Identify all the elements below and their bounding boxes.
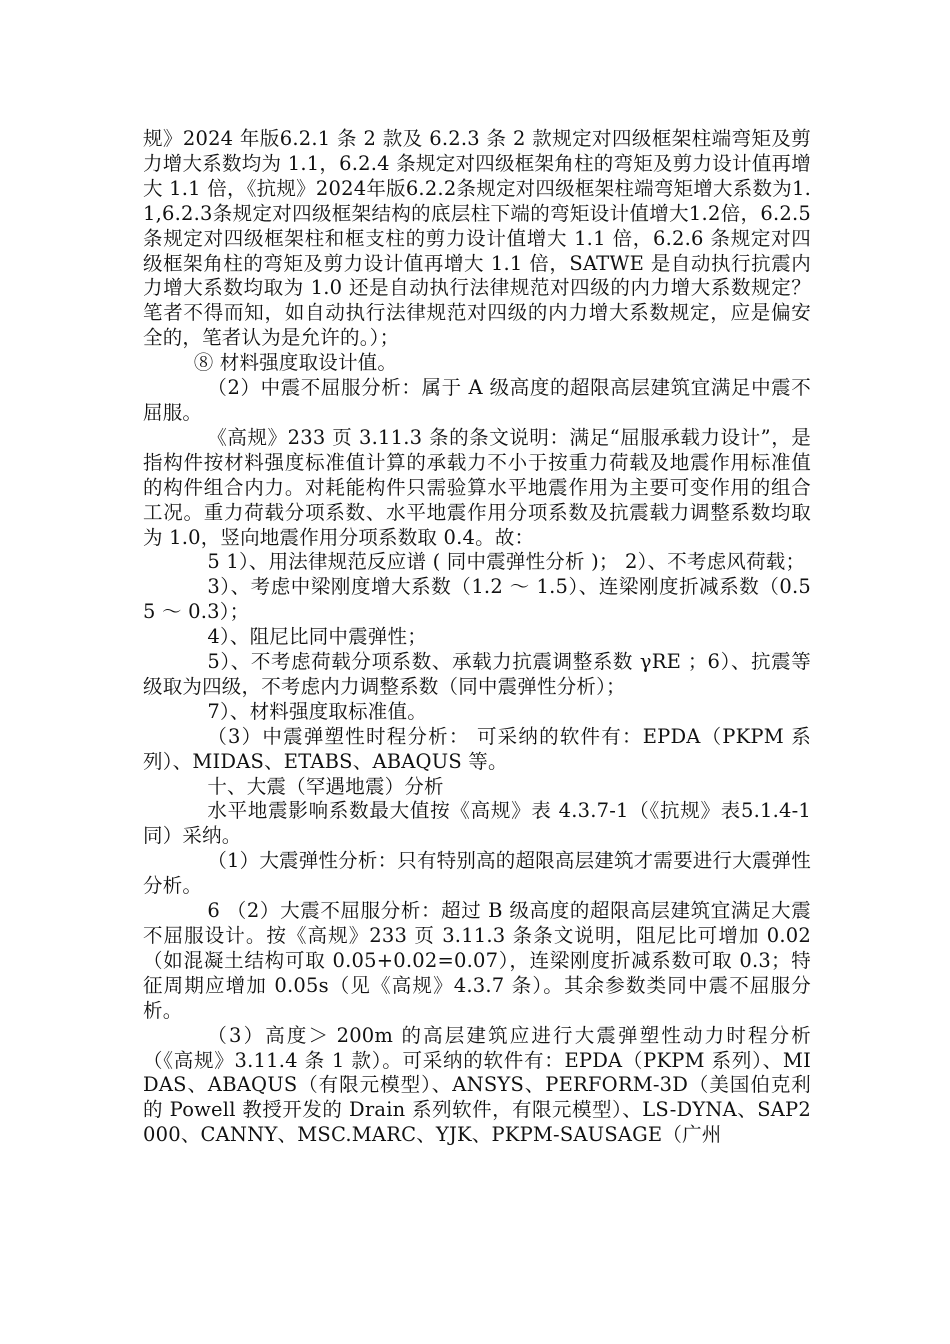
paragraph-item-3: 3）、考虑中梁刚度增大系数（1.2 ～ 1.5）、连梁刚度折减系数（0.55 ～ 0.3）；	[143, 575, 811, 624]
paragraph-moderate-elastoplastic: （3）中震弹塑性时程分析： 可采纳的软件有：EPDA（PKPM 系列）、MIDAS、ETABS、ABAQUS 等。	[143, 724, 811, 773]
paragraph-intensity-continued: 规》2024 年版6.2.1 条 2 款及 6.2.3 条 2 款规定对四级框架柱端弯矩及剪力增大系数均为 1.1，6.2.4 条规定对四级框架角柱的弯矩及剪力设计值再增大 1.1 倍，《抗规》2024年版6.2.2条规定对四级框架柱端弯矩增大系数为1.1,6.2.3条规定对四级框架结构的底层柱下端的弯矩设计值增大1.2倍，6.2.5 条规定对四级框架柱和框支柱的剪力设计值增大 1.1 倍，6.2.6 条规定对四级框架角柱的弯矩及剪力设计值再增大 1.1 倍，SATWE 是自动执行抗震内力增大系数均取为 1.0 还是自动执行法律规范对四级的内力增大系数规定？笔者不得而知，如自动执行法律规范对四级的内力增大系数规定，应是偏安全的，笔者认为是允许的。）；	[143, 127, 811, 350]
paragraph-moderate-no-yield: （2）中震不屈服分析：属于 A 级高度的超限高层建筑宜满足中震不屈服。	[143, 376, 811, 424]
document-body	[143, 127, 811, 1148]
paragraph-item-4: 4）、阻尼比同中震弹性；	[207, 625, 427, 649]
paragraph-material-design: ⑧ 材料强度取设计值。	[193, 351, 398, 375]
paragraph-major-elastic: （1）大震弹性分析：只有特别高的超限高层建筑才需要进行大震弹性分析。	[143, 849, 811, 898]
paragraph-seismic-coefficient: 水平地震影响系数最大值按《高规》表 4.3.7-1（《抗规》表5.1.4-1 同）采纳。	[143, 799, 811, 848]
section-heading-major-earthquake: 十、大震（罕遇地震）分析	[207, 774, 444, 798]
paragraph-item-5-6: 5）、不考虑荷载分项系数、承载力抗震调整系数 γRE ；6）、抗震等级取为四级，不考虑内力调整系数（同中震弹性分析）；	[143, 650, 811, 698]
paragraph-item-1-2: 5 1）、用法律规范反应谱 ( 同中震弹性分析 )； 2）、不考虑风荷载；	[207, 550, 806, 574]
paragraph-code-explanation: 《高规》233 页 3.11.3 条的条文说明：满足“屈服承载力设计”，是指构件按材料强度标准值计算的承载力不小于按重力荷载及地震作用标准值的构件组合内力。对耗能构件只需验算水平地震作用为主要可变作用的组合工况。重力荷载分项系数、水平地震作用分项系数及抗震载力调整系数均取为 1.0，竖向地震作用分项系数取 0.4。故：	[143, 425, 811, 549]
paragraph-major-elastoplastic: （3）高度＞ 200m 的高层建筑应进行大震弹塑性动力时程分析（《高规》3.11.4 条 1 款）。可采纳的软件有：EPDA（PKPM 系列）、MIDAS、ABAQUS（有限元模型）、ANSYS、PERFORM-3D（美国伯克利的 Powell 教授开发的 Drain 系列软件，有限元模型）、LS-DYNA、SAP2000、CANNY、MSC.MARC、YJK、PKPM-SAUSAGE（广州	[143, 1023, 811, 1147]
paragraph-item-7: 7）、材料强度取标准值。	[207, 699, 427, 723]
paragraph-major-no-yield: 6 （2）大震不屈服分析：超过 B 级高度的超限高层建筑宜满足大震不屈服设计。按《高规》233 页 3.11.3 条条文说明，阻尼比可增加 0.02（如混凝土结构可取 0.05+0.02=0.07），连梁刚度折减系数可取 0.3；特征周期应增加 0.05s（见《高规》4.3.7 条）。其余参数类同中震不屈服分析。	[143, 899, 811, 1022]
